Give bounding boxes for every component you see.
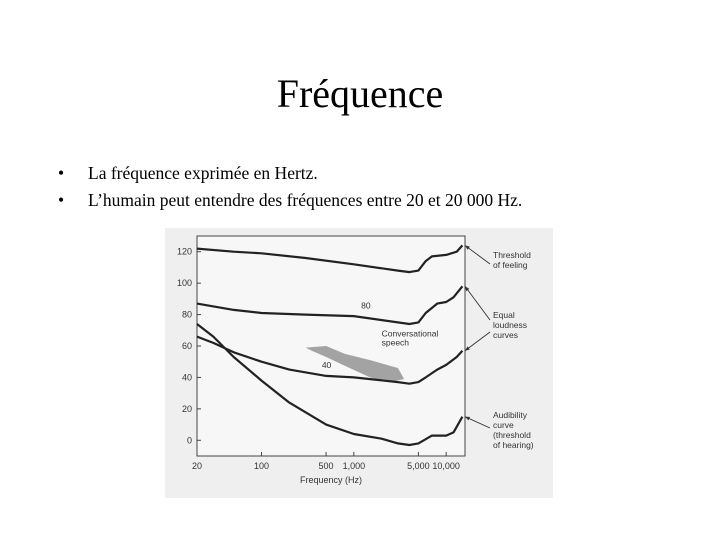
curve-annotation: 40 [321, 360, 332, 370]
pointer-line [465, 286, 490, 320]
pointer-line [465, 332, 490, 351]
y-tick-label: 20 [181, 403, 192, 414]
x-tick-label: 100 [254, 461, 270, 471]
bullet-text: La fréquence exprimée en Hertz. [88, 163, 318, 183]
bullet-item [58, 160, 522, 187]
x-axis-label: Frequency (Hz) [299, 475, 363, 485]
x-tick-label: 1,000 [342, 461, 366, 471]
equal-loudness-chart [165, 228, 553, 498]
pointer-arrowhead [465, 346, 470, 350]
pointer-line [465, 245, 490, 264]
x-tick-label: 20 [191, 461, 203, 471]
curve-annotation: Conversational speech [381, 328, 439, 348]
pointer-arrowhead [465, 286, 469, 291]
slide-title: Fréquence [276, 71, 444, 116]
bullet-marker: • [58, 190, 65, 210]
legend-label: Audibility curve (threshold of hearing) [493, 410, 534, 450]
y-tick-label: 40 [181, 372, 192, 383]
curve-annotation: 80 [361, 300, 371, 311]
x-tick-label: 5,000 [407, 461, 430, 471]
legend-label: Equal loudness curves [493, 310, 528, 340]
x-tick-label: 500 [318, 461, 334, 471]
y-tick-label: 120 [176, 246, 192, 257]
bullet-text: L’humain peut entendre des fréquences entre 20 et 20 000 Hz. [88, 190, 523, 210]
equal-loudness-figure [165, 228, 553, 498]
legend-label: Threshold of feeling [493, 250, 531, 270]
y-tick-label: 0 [186, 435, 192, 446]
pointer-arrowhead [465, 245, 470, 249]
y-tick-label: 60 [181, 341, 192, 351]
bullet-list [58, 160, 522, 214]
bullet-item [58, 187, 522, 214]
y-tick-label: 80 [181, 309, 192, 320]
bullet-marker: • [58, 163, 65, 183]
y-tick-label: 100 [176, 278, 192, 289]
x-tick-label: 10,000 [432, 461, 460, 471]
plot-frame [197, 236, 465, 456]
